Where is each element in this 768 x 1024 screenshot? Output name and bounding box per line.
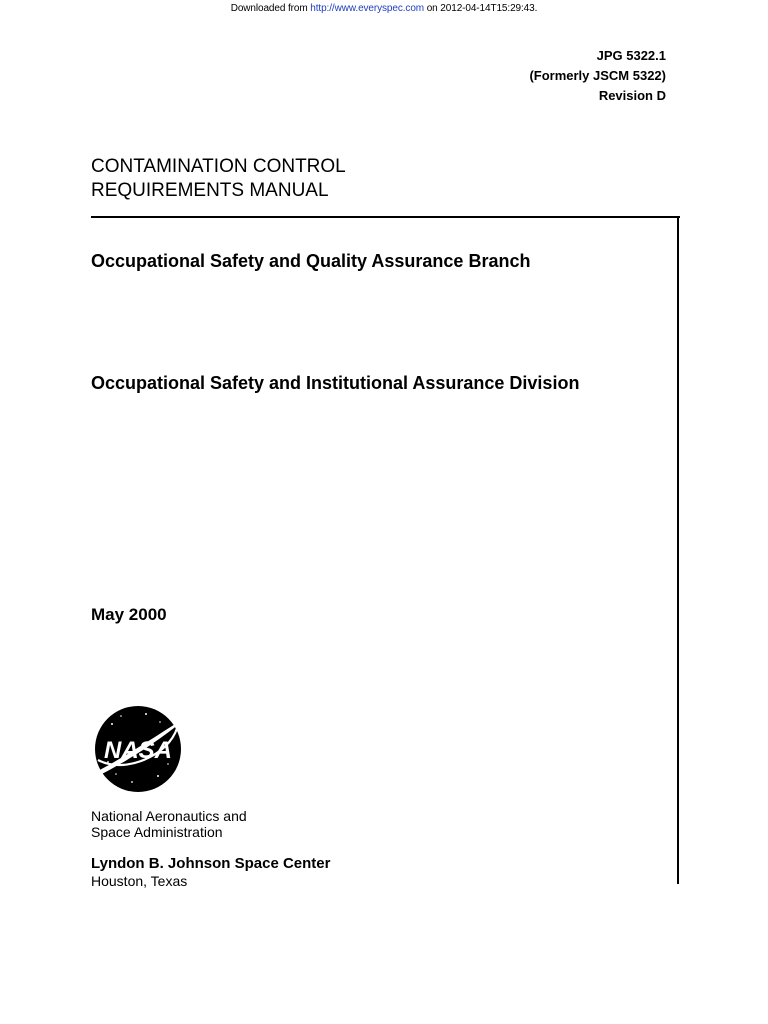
agency-line-1: National Aeronautics and xyxy=(91,808,247,824)
vertical-rule xyxy=(677,216,679,884)
document-title xyxy=(91,155,346,203)
nasa-logo-text: NASA xyxy=(103,737,173,764)
center-name: Lyndon B. Johnson Space Center xyxy=(91,855,331,872)
banner-prefix: Downloaded from xyxy=(230,3,311,14)
agency-name xyxy=(91,808,247,840)
banner-suffix: on 2012-04-14T15:29:43. xyxy=(424,3,538,14)
division-heading: Occupational Safety and Institutional Assurance Division xyxy=(91,373,580,393)
download-banner xyxy=(0,3,768,14)
center-location: Houston, Texas xyxy=(91,873,188,888)
title-line-2: REQUIREMENTS MANUAL xyxy=(91,180,329,201)
horizontal-rule xyxy=(91,216,680,218)
title-line-1: CONTAMINATION CONTROL xyxy=(91,156,346,177)
publication-date: May 2000 xyxy=(91,605,167,624)
location-container xyxy=(91,872,391,888)
document-number: JPG 5322.1 xyxy=(596,48,666,63)
document-identifiers xyxy=(529,46,666,106)
nasa-logo-icon xyxy=(88,702,198,797)
branch-heading: Occupational Safety and Quality Assurance Branch xyxy=(91,251,531,271)
revision-label: Revision D xyxy=(598,88,666,103)
agency-line-2: Space Administration xyxy=(91,824,223,840)
former-document-number: (Formerly JSCM 5322) xyxy=(529,68,666,83)
everyspec-link[interactable]: http://www.everyspec.com xyxy=(310,3,425,14)
